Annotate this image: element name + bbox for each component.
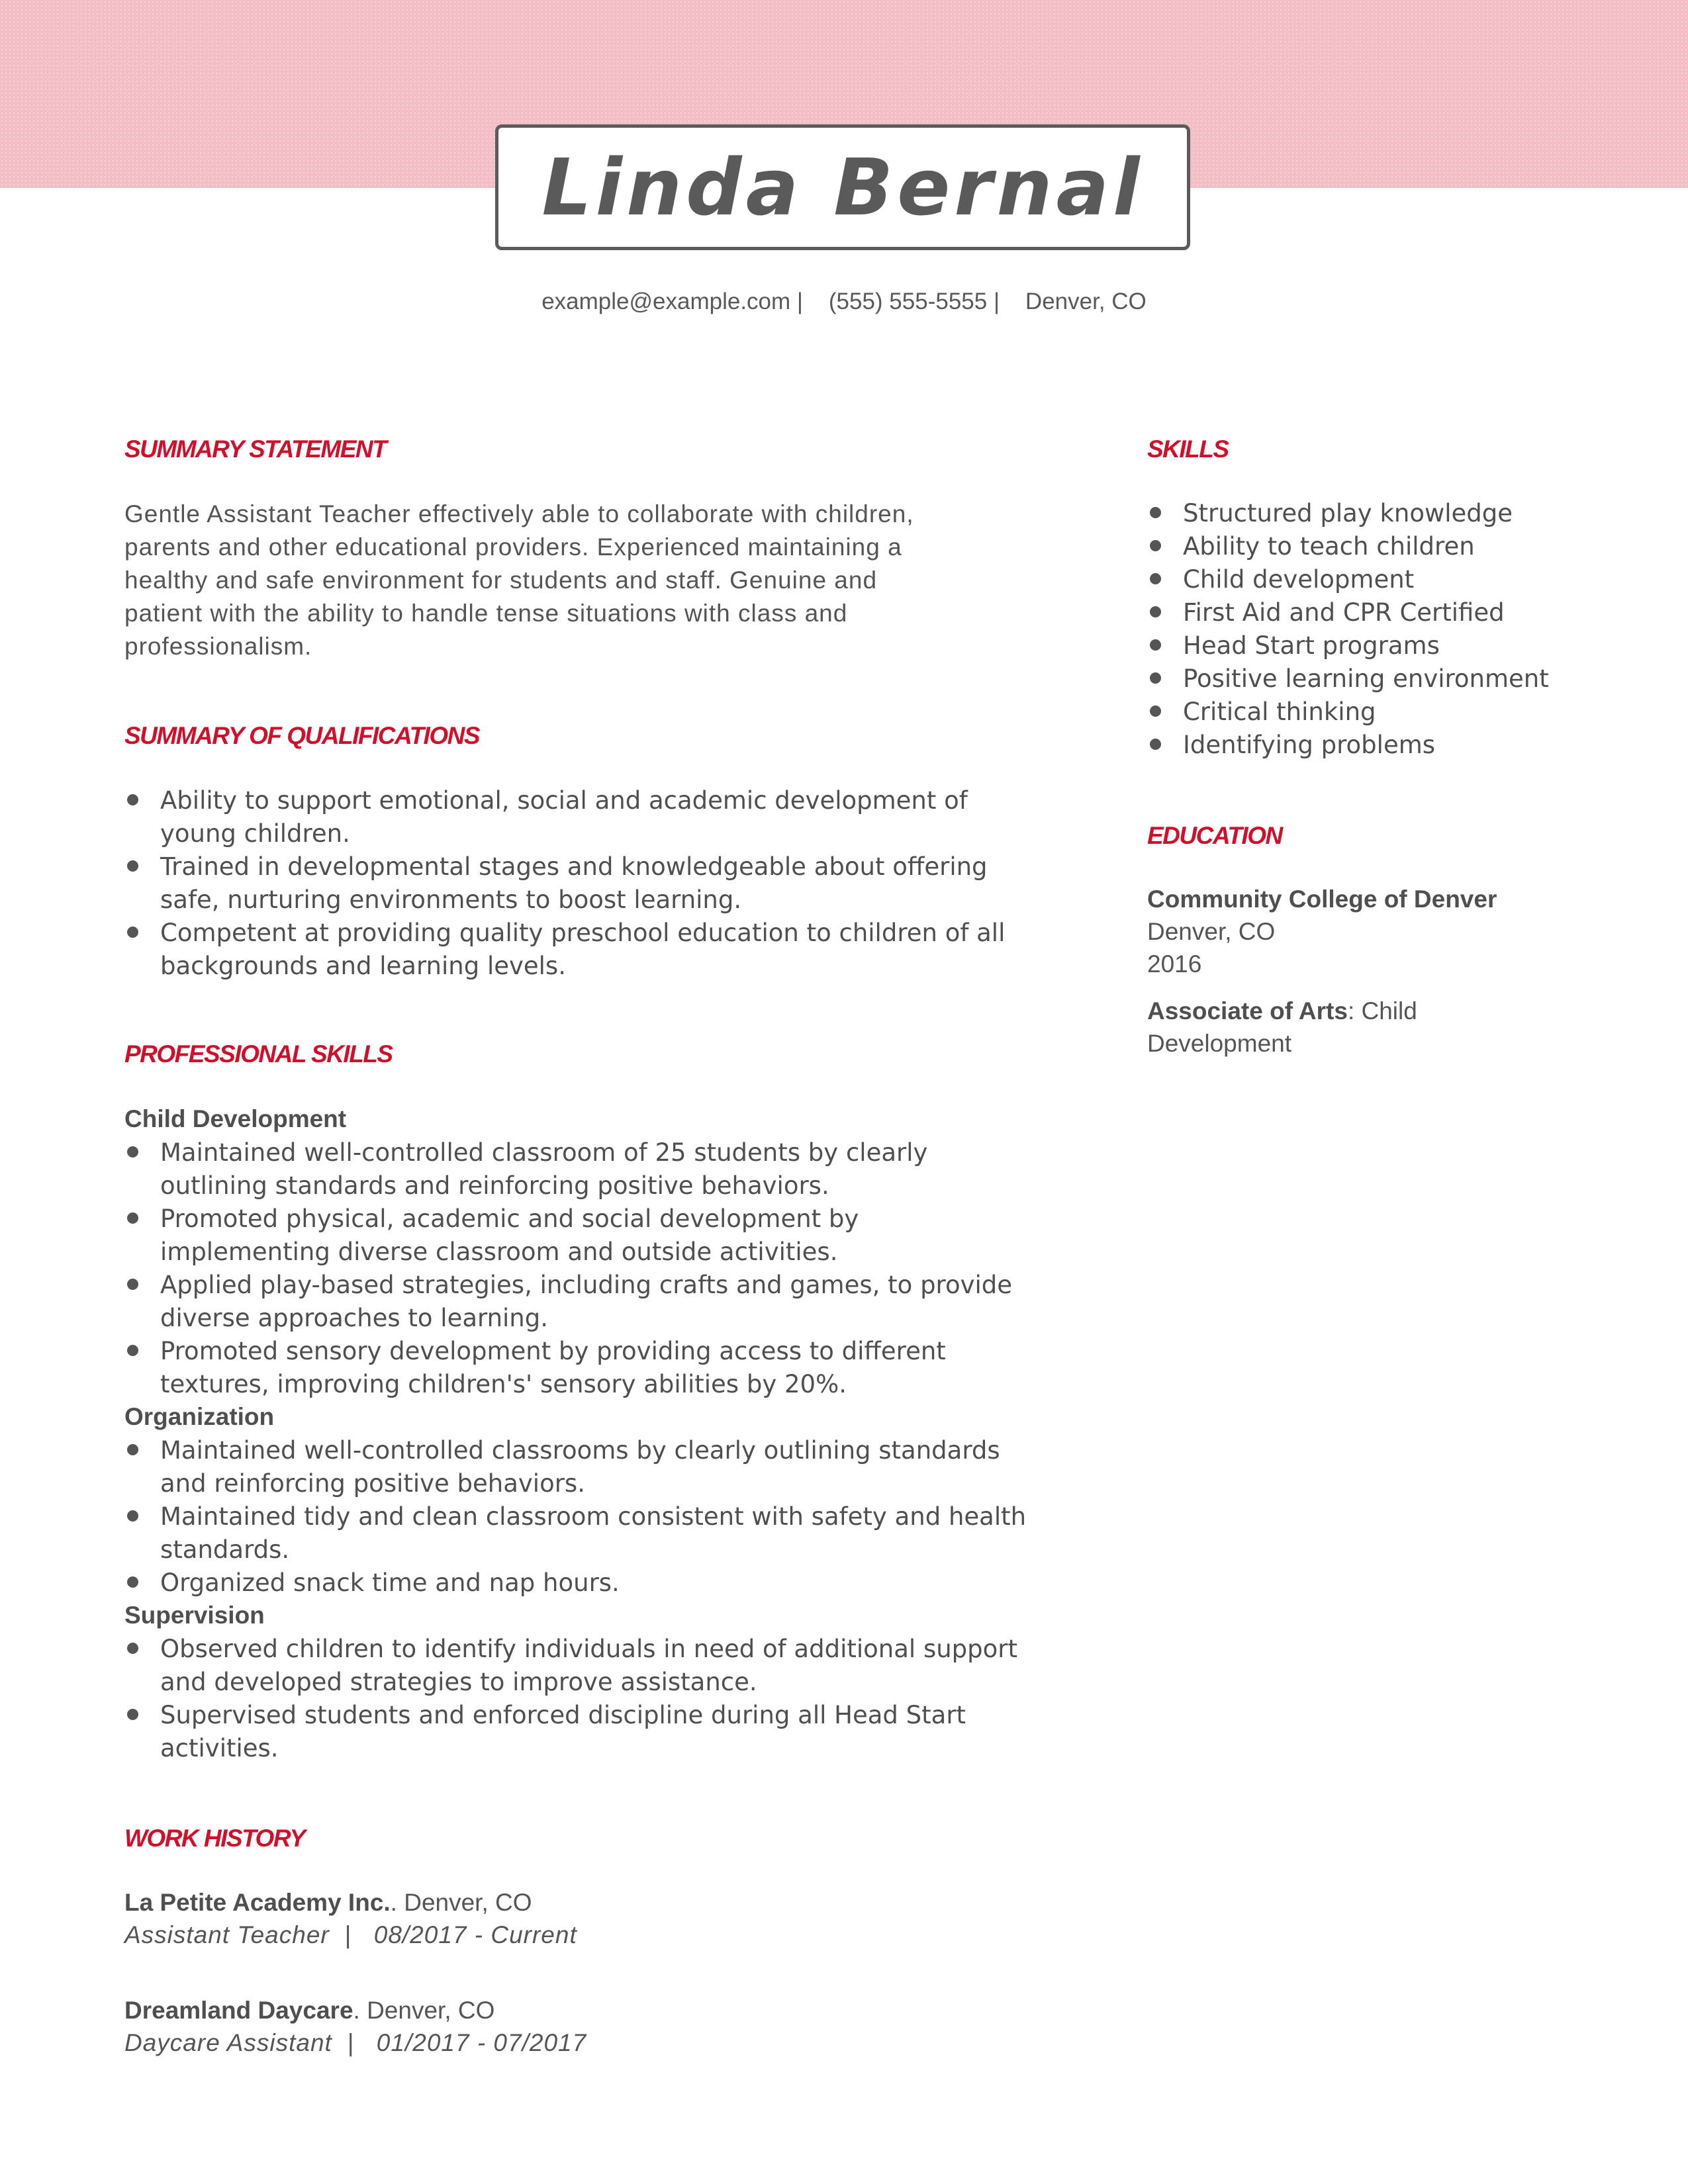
bullet-icon	[1150, 507, 1161, 518]
name-box	[495, 124, 1190, 250]
summary-line: patient with the ability to handle tense situations with class and	[124, 600, 848, 627]
degree-field-continued: Development	[1147, 1030, 1292, 1057]
skills-list	[1147, 497, 1611, 762]
list-item: Observed children to identify individuals in need of additional support and developed strategies to improve assistance.	[124, 1633, 1051, 1699]
list-item: Child development	[1147, 563, 1611, 596]
list-item: Maintained tidy and clean classroom consistent with safety and health standards.	[124, 1500, 1051, 1567]
graduation-year: 2016	[1147, 950, 1202, 978]
summary-line: Gentle Assistant Teacher effectively able to collaborate with children,	[124, 500, 914, 527]
qualifications-list	[124, 784, 1051, 983]
bullet-icon	[127, 1576, 138, 1588]
summary-line: healthy and safe environment for students and staff. Genuine and	[124, 567, 878, 594]
job-location: . Denver, CO	[353, 1997, 495, 2024]
candidate-name: Linda Bernal	[541, 142, 1144, 233]
bullet-icon	[127, 860, 138, 872]
list-item: Positive learning environment	[1147, 662, 1611, 696]
list-item: Identifying problems	[1147, 729, 1611, 762]
bullet-icon	[1150, 639, 1161, 651]
skill-group-title: Organization	[124, 1403, 275, 1430]
bullet-icon	[127, 1146, 138, 1158]
company-name: Dreamland Daycare	[124, 1997, 353, 2024]
skills-heading: SKILLS	[1147, 435, 1229, 463]
job-company-line	[124, 1889, 532, 1917]
bullet-icon	[127, 1212, 138, 1224]
bullet-icon	[1150, 573, 1161, 584]
school-name: Community College of Denver	[1147, 886, 1497, 913]
bullet-icon	[1150, 705, 1161, 717]
company-name: La Petite Academy Inc.	[124, 1889, 391, 1916]
list-item: Maintained well-controlled classrooms by clearly outlining standards and reinforcing positive behaviors.	[124, 1434, 1051, 1500]
bullet-icon	[127, 1709, 138, 1720]
bullet-icon	[127, 794, 138, 805]
degree-line	[1147, 997, 1417, 1025]
list-item: Head Start programs	[1147, 629, 1611, 662]
job-title-line: Daycare Assistant | 01/2017 - 07/2017	[124, 2029, 587, 2056]
list-item: Supervised students and enforced discipline during all Head Start activities.	[124, 1699, 1051, 1765]
list-item: Promoted physical, academic and social development by implementing diverse classroom and outside activities.	[124, 1203, 1051, 1269]
school-location: Denver, CO	[1147, 918, 1276, 945]
summary-line: parents and other educational providers. Experienced maintaining a	[124, 533, 902, 561]
bullet-icon	[127, 1279, 138, 1290]
list-item: Trained in developmental stages and knowledgeable about offering safe, nurturing environments to boost learning.	[124, 850, 1051, 917]
list-item: Critical thinking	[1147, 696, 1611, 729]
list-item: Promoted sensory development by providing access to different textures, improving children's' sensory abilities by 20%.	[124, 1335, 1051, 1401]
summary-text	[124, 498, 1051, 663]
bullet-icon	[127, 1345, 138, 1356]
bullet-icon	[127, 1444, 138, 1455]
list-item: Structured play knowledge	[1147, 497, 1611, 530]
bullet-icon	[1150, 672, 1161, 684]
bullet-icon	[1150, 606, 1161, 617]
bullet-icon	[1150, 739, 1161, 750]
qualifications-heading: SUMMARY OF QUALIFICATIONS	[124, 722, 479, 749]
summary-heading: SUMMARY STATEMENT	[124, 435, 387, 463]
job-title-line: Assistant Teacher | 08/2017 - Current	[124, 1921, 577, 1948]
summary-line: professionalism.	[124, 633, 312, 660]
list-item: Applied play-based strategies, including crafts and games, to provide diverse approaches to learning.	[124, 1269, 1051, 1335]
list-item: Organized snack time and nap hours.	[124, 1567, 1051, 1600]
degree-name: Associate of Arts	[1147, 997, 1348, 1024]
bullet-icon	[127, 927, 138, 938]
list-item: First Aid and CPR Certified	[1147, 596, 1611, 629]
education-heading: EDUCATION	[1147, 822, 1282, 849]
list-item: Maintained well-controlled classroom of 25 students by clearly outlining standards and reinforcing positive behaviors.	[124, 1136, 1051, 1203]
bullet-icon	[127, 1510, 138, 1522]
contact-line: example@example.com | (555) 555-5555 | Denver, CO	[541, 289, 1147, 314]
job-company-line	[124, 1997, 494, 2025]
professional-skills-heading: PROFESSIONAL SKILLS	[124, 1040, 393, 1068]
work-history-heading: WORK HISTORY	[124, 1825, 305, 1852]
bullet-icon	[127, 1643, 138, 1654]
list-item: Ability to support emotional, social and academic development of young children.	[124, 784, 1051, 850]
skill-group-list	[124, 1434, 1051, 1600]
list-item: Ability to teach children	[1147, 530, 1611, 563]
skill-group-title: Child Development	[124, 1105, 347, 1132]
skill-group-title: Supervision	[124, 1602, 265, 1629]
skill-group-list	[124, 1136, 1051, 1401]
job-location: . Denver, CO	[390, 1889, 532, 1916]
degree-field: : Child	[1347, 997, 1417, 1024]
skill-group-list	[124, 1633, 1051, 1765]
list-item: Competent at providing quality preschool education to children of all backgrounds and learning levels.	[124, 917, 1051, 983]
bullet-icon	[1150, 540, 1161, 551]
